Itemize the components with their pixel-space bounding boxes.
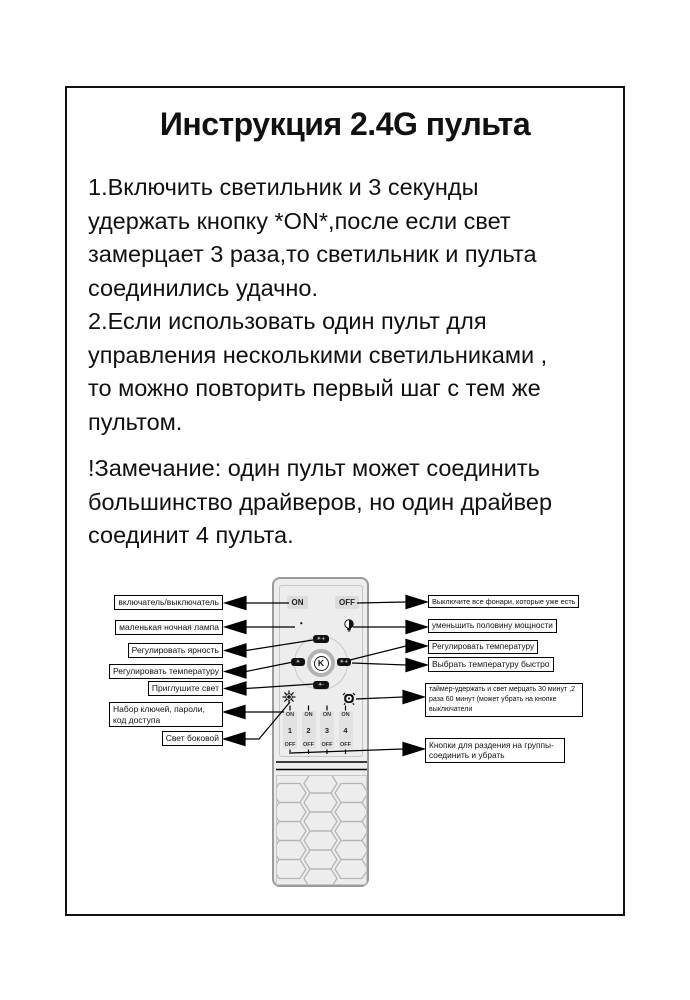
group-button-4 [339,711,353,749]
callout-half-power: уменьшить половину мощности [428,619,557,633]
text-line: замерцает 3 раза,то светильник и пульта [88,241,537,267]
group-on-label: ON [322,712,332,718]
group-off-label: OFF [284,742,296,748]
callout-timer: таймер-удержать и свет мерцать 30 минут ,2 раза 60 минут (может убрать на кнопке выключатели [425,683,583,717]
text-line: пультом. [88,408,183,435]
callout-keys-passwords: Набор ключей, пароли, код доступа [109,702,223,727]
honeycomb-grip [276,775,367,885]
text-line: удержать кнопку *ON*,после если свет [88,207,511,234]
callout-adjust-temperature-right: Регулировать температуру [428,640,538,654]
callout-group-buttons: Кнопки для раздения на группы-соединить и убрать [425,738,565,763]
note-text [88,452,618,553]
text-line: управления несколькими светильниками , [88,341,548,368]
callout-turn-off-all: Выключите все фонари, которые уже есть [428,595,579,608]
callout-dim-light: Приглушите свет [148,681,223,696]
group-button-1 [283,711,297,749]
group-on-label: ON [304,712,313,718]
text-line: 2.Если использовать один пульт для [88,308,487,334]
instruction-text [88,171,618,439]
off-button: OFF [335,596,359,609]
callout-select-temperature: Выбрать температуру быстро [428,657,554,672]
group-button-2 [302,711,316,749]
callout-side-light: Свет боковой [162,731,223,746]
text-line: 1.Включить светильник и 3 секунды [88,174,479,200]
page-title: Инструкция 2.4G пульта [159,106,531,142]
group-off-label: OFF [340,742,351,748]
alarm-clock-icon [342,692,356,705]
group-number: 2 [306,725,311,735]
on-button: ON [287,596,308,609]
group-number: 4 [343,725,348,735]
group-number: 1 [287,725,293,735]
group-on-label: ON [341,712,350,718]
k-button [311,653,331,673]
callout-adjust-temperature: Регулировать температуру [109,664,223,679]
half-filled-bulb-icon [343,619,355,633]
text-line: соединит 4 пульта. [88,522,294,548]
text-line: большинство драйверов, но один драйвер [88,488,553,515]
callout-night-lamp: маленькая ночная лампа [115,620,223,635]
group-number: 3 [324,725,330,735]
group-button-3 [320,711,334,749]
burst-star-icon [282,690,296,704]
group-on-label: ON [285,712,295,718]
text-line: то можно повторить первый шаг с тем же [88,375,541,401]
group-off-label: OFF [303,742,314,748]
text-line: !Замечание: один пульт может соединить [88,455,540,481]
brightness-up-button: ☀+ [313,635,329,643]
callout-adjust-brightness: Регулировать ярность [128,643,223,658]
k-button-label: K [314,656,329,671]
text-line: соединились удачно. [88,274,318,301]
callout-power-switch: включатель/выключатель [114,595,223,610]
group-off-label: OFF [321,742,333,748]
temp-adjust-button: ☀ [291,658,305,666]
crescent-moon-icon [291,620,304,633]
brightness-down-button: ☀- [313,681,329,689]
temp-select-button: ☀+ [337,658,351,666]
